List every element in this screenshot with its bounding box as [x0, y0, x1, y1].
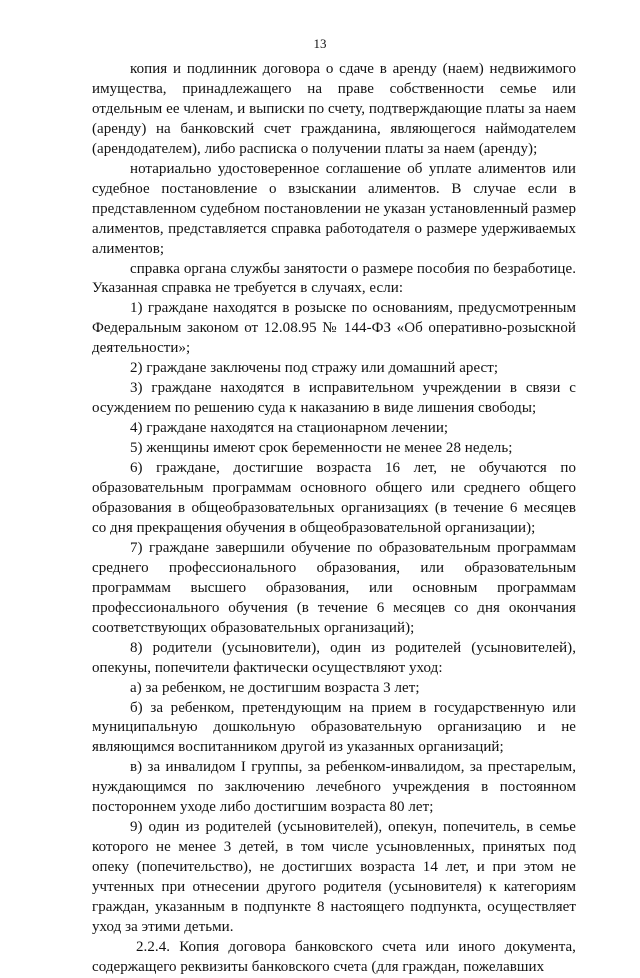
document-body: [92, 60, 576, 978]
sub-item-b: б) за ребенком, претендующим на прием в государственную или муниципальную дошкольную образовательную организацию и не являющимся воспитанником другой из указанных организаций;: [92, 699, 576, 756]
list-item-4: 4) граждане находятся на стационарном лечении;: [130, 420, 449, 437]
paragraph-lease-contract: копия и подлинник договора о сдаче в аренду (наем) недвижимого имущества, принадлежащего на праве собственности семье или отдельным ее членам, и выписки по счету, подтверждающие платы за наем (аренду) на банковский счет гражданина, являющегося наймодателем (арендодателем), либо расписка о получении платы за наем (аренду);: [92, 61, 576, 157]
list-item-3: 3) граждане находятся в исправительном учреждении в связи с осуждением по решению суда к наказанию в виде лишения свободы;: [92, 380, 576, 417]
list-item-1: 1) граждане находятся в розыске по основаниям, предусмотренным Федеральным законом от 12.08.95 № 144-ФЗ «Об оперативно-розыскной деятельности»;: [92, 300, 576, 357]
sub-item-v: в) за инвалидом I группы, за ребенком-инвалидом, за престарелым, нуждающимся по заключению лечебного учреждения в постоянном постороннем уходе либо достигшим возраста 80 лет;: [92, 759, 576, 816]
page-number: 13: [313, 36, 327, 51]
list-item-5: 5) женщины имеют срок беременности не менее 28 недель;: [130, 440, 513, 457]
list-item-6: 6) граждане, достигшие возраста 16 лет, не обучаются по образовательным программам основного общего или среднего общего образования в общеобразовательных организациях (в течение 6 месяцев со дня прекращения обучения в общеобразовательной организации);: [92, 460, 576, 536]
paragraph-alimony-agreement: нотариально удостоверенное соглашение об уплате алиментов или судебное постановление о взыскании алиментов. В случае если в представленном судебном постановлении не указан установленный размер алиментов, представляется справка работодателя о размере удерживаемых алиментов;: [92, 160, 576, 257]
section-2-2-4: 2.2.4. Копия договора банковского счета или иного документа, содержащего реквизиты банковского счета (для граждан, пожелавших: [92, 938, 576, 975]
list-item-2: 2) граждане заключены под стражу или домашний арест;: [130, 360, 499, 377]
list-item-9: 9) один из родителей (усыновителей), опекун, попечитель, в семье которого не менее 3 детей, в том числе усыновленных, принятых под опеку (попечительство), не достигших возраста 14 лет, и при этом не учтенных при отнесении другого родителя (усыновителя) к категориям граждан, указанным в подпункте 8 настоящего подпункта, осуществляет уход за этими детьми.: [92, 819, 576, 935]
paragraph-unemployment-certificate: справка органа службы занятости о размере пособия по безработице. Указанная справка не требуется в случаях, если:: [92, 260, 576, 297]
sub-item-a: а) за ребенком, не достигшим возраста 3 лет;: [130, 679, 420, 696]
list-item-7: 7) граждане завершили обучение по образовательным программам среднего профессионального образования, или образовательным программам высшего образования, или основным программам профессионального обучения (в течение 6 месяцев со дня окончания соответствующих образовательных организаций);: [92, 539, 576, 636]
list-item-8: 8) родители (усыновители), один из родителей (усыновителей), опекуны, попечители фактически осуществляют уход:: [92, 639, 576, 676]
